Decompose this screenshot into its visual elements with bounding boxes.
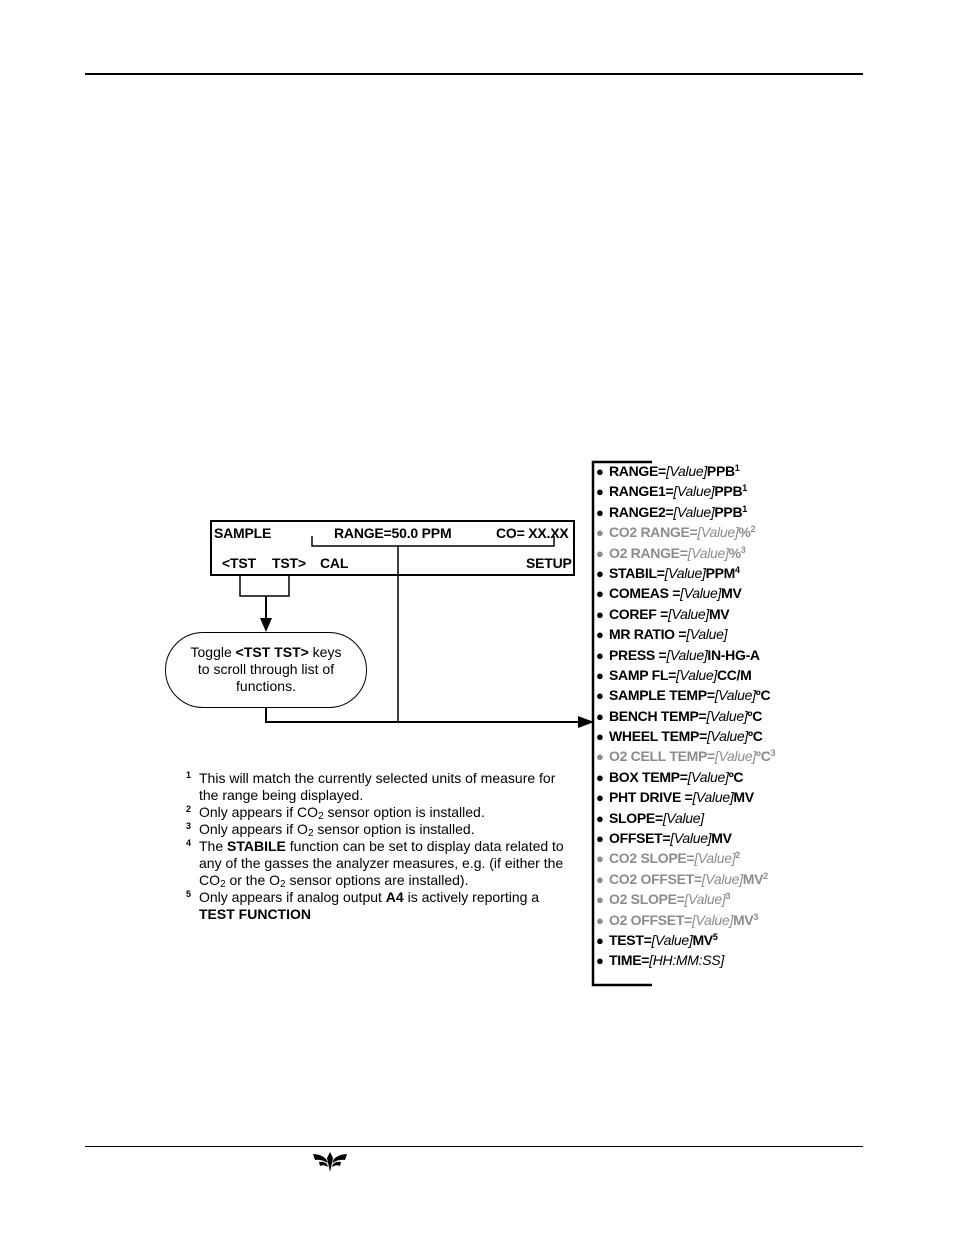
- bullet-icon: ●: [596, 769, 604, 785]
- function-item: [596, 626, 775, 646]
- function-value: [Value]: [684, 891, 726, 908]
- bullet-icon: ●: [596, 545, 604, 561]
- function-label: WHEEL TEMP=: [609, 728, 707, 745]
- function-item: [596, 687, 775, 707]
- concentration-readout: CO= XX.XX: [496, 525, 569, 541]
- test-function-list: [596, 463, 775, 973]
- function-value: [Value]: [651, 931, 693, 948]
- function-unit: PPB: [714, 503, 743, 520]
- function-value: [HH:MM:SS]: [649, 952, 724, 969]
- front-panel-display: [210, 520, 575, 576]
- function-unit: IN-HG-A: [707, 646, 760, 663]
- bullet-icon: ●: [596, 912, 604, 928]
- footnote-3: 3 Only appears if $O_2$ sensor option is installed.: [186, 821, 475, 839]
- function-item: [596, 504, 775, 524]
- function-label: BOX TEMP=: [609, 768, 688, 785]
- function-value: [Value]: [692, 789, 734, 806]
- function-value: [Value]: [675, 666, 717, 683]
- function-value: [Value]: [673, 503, 715, 520]
- function-item: [596, 667, 775, 687]
- function-item: [596, 952, 775, 972]
- function-item: [596, 606, 775, 626]
- bullet-icon: ●: [596, 932, 604, 948]
- setup-button[interactable]: SETUP: [526, 555, 572, 571]
- function-item: [596, 483, 775, 503]
- bullet-icon: ●: [596, 565, 604, 581]
- bullet-icon: ●: [596, 525, 604, 541]
- function-label: RANGE1=: [609, 483, 674, 500]
- function-value: [Value]: [664, 564, 706, 581]
- function-value: [Value]: [687, 768, 729, 785]
- function-item: [596, 565, 775, 585]
- bullet-icon: ●: [596, 667, 604, 683]
- function-label: SLOPE=: [609, 809, 663, 826]
- bullet-icon: ●: [596, 892, 604, 908]
- cal-button[interactable]: CAL: [320, 555, 349, 571]
- function-value: [Value]: [687, 544, 729, 561]
- bullet-icon: ●: [596, 504, 604, 520]
- bullet-icon: ●: [596, 790, 604, 806]
- bullet-icon: ●: [596, 871, 604, 887]
- function-item: [596, 810, 775, 830]
- function-value: [Value]: [706, 728, 748, 745]
- function-label: RANGE=: [609, 463, 666, 479]
- function-unit: MV: [692, 931, 713, 948]
- bullet-icon: ●: [596, 708, 604, 724]
- function-label: MR RATIO =: [609, 626, 687, 643]
- function-label: SAMPLE TEMP=: [609, 687, 715, 704]
- function-footnote-ref: 1: [742, 483, 747, 494]
- function-value: [Value]: [667, 605, 709, 622]
- bullet-icon: ●: [596, 586, 604, 602]
- function-label: PHT DRIVE =: [609, 789, 693, 806]
- footnotes: [186, 770, 576, 923]
- function-item: [596, 891, 775, 911]
- function-item: [596, 789, 775, 809]
- function-unit: MV: [742, 870, 764, 887]
- bullet-icon: ●: [596, 464, 604, 479]
- function-label: RANGE2=: [609, 503, 674, 520]
- footnote-1: 1 This will match the currently selected units of measure for the range being displayed.: [186, 770, 556, 803]
- function-unit: ºC: [755, 687, 771, 704]
- bullet-icon: ●: [596, 749, 604, 765]
- bullet-icon: ●: [596, 606, 604, 622]
- function-item: [596, 850, 775, 870]
- function-label: CO2 RANGE=: [609, 524, 698, 541]
- function-unit: PPB: [714, 483, 743, 500]
- function-unit: PPM: [705, 564, 736, 581]
- function-value: [Value]: [665, 463, 707, 479]
- function-unit: ºC: [747, 707, 763, 724]
- footnote-5: 5 Only appears if analog output A4 is actively reporting a TEST FUNCTION: [186, 889, 540, 922]
- function-item: [596, 912, 775, 932]
- function-value: [Value]: [686, 626, 728, 643]
- function-item: [596, 524, 775, 544]
- bullet-icon: ●: [596, 953, 604, 969]
- function-value: [Value]: [714, 687, 756, 704]
- function-label: O2 CELL TEMP=: [609, 748, 715, 765]
- function-unit: PPB: [706, 463, 735, 479]
- function-value: [Value]: [680, 585, 722, 602]
- function-footnote-ref: 3: [740, 544, 746, 555]
- function-value: [Value]: [706, 707, 748, 724]
- function-footnote-ref: 2: [735, 850, 740, 861]
- function-label: BENCH TEMP=: [609, 707, 707, 724]
- bullet-icon: ●: [596, 688, 604, 704]
- toggle-post: keys: [308, 644, 342, 660]
- function-item: [596, 545, 775, 565]
- function-value: [Value]: [714, 748, 756, 765]
- footnote-4: 4 The STABILE function can be set to display data related to any of the gasses the analyzer measures, e.g. (if either the $CO_2$ or the $O_2$ sensor options are installed).: [186, 838, 564, 890]
- function-label: TIME=: [609, 952, 650, 969]
- function-footnote-ref: 3: [770, 748, 776, 759]
- function-item: [596, 748, 775, 768]
- function-label: OFFSET=: [609, 830, 671, 847]
- function-item: [596, 463, 775, 483]
- function-unit: %: [728, 544, 741, 561]
- function-item: [596, 830, 775, 850]
- function-value: [Value]: [697, 524, 739, 541]
- function-unit: %: [738, 524, 751, 541]
- function-label: CO2 OFFSET=: [609, 870, 702, 887]
- function-value: [Value]: [694, 850, 736, 867]
- bullet-icon: ●: [596, 647, 604, 663]
- function-value: [Value]: [701, 870, 743, 887]
- function-label: CO2 SLOPE=: [609, 850, 695, 867]
- tst-prev-button[interactable]: <TST: [222, 555, 256, 571]
- function-unit: MV: [711, 830, 732, 847]
- function-footnote-ref: 2: [763, 870, 768, 881]
- function-unit: CC/M: [716, 666, 752, 683]
- mode-label: SAMPLE: [214, 525, 272, 541]
- function-item: [596, 728, 775, 748]
- function-value: [Value]: [662, 809, 704, 826]
- bullet-icon: ●: [596, 484, 604, 500]
- function-unit: MV: [732, 911, 754, 928]
- function-unit: MV: [721, 585, 742, 602]
- function-label: SAMP FL=: [609, 666, 676, 683]
- function-label: PRESS =: [609, 646, 667, 663]
- bullet-icon: ●: [596, 729, 604, 745]
- function-unit: MV: [733, 789, 754, 806]
- function-label: COMEAS =: [609, 585, 681, 602]
- function-label: COREF =: [609, 605, 668, 622]
- bullet-icon: ●: [596, 831, 604, 847]
- bullet-icon: ●: [596, 851, 604, 867]
- toggle-pre: Toggle: [190, 644, 236, 660]
- function-unit: ºC: [747, 728, 763, 745]
- function-footnote-ref: 2: [750, 524, 756, 535]
- function-value: [Value]: [666, 646, 708, 663]
- function-item: [596, 647, 775, 667]
- function-label: O2 RANGE=: [609, 544, 688, 561]
- function-item: [596, 708, 775, 728]
- function-value: [Value]: [691, 911, 733, 928]
- function-value: [Value]: [673, 483, 715, 500]
- bullet-icon: ●: [596, 810, 604, 826]
- bullet-icon: ●: [596, 627, 604, 643]
- function-footnote-ref: 4: [735, 564, 740, 575]
- function-footnote-ref: 1: [742, 503, 747, 514]
- function-unit: MV: [708, 605, 730, 622]
- function-footnote-ref: 3: [753, 911, 759, 922]
- range-readout: RANGE=50.0 PPM: [334, 525, 452, 541]
- function-item: [596, 769, 775, 789]
- function-footnote-ref: 5: [712, 931, 718, 942]
- tst-next-button[interactable]: TST>: [272, 555, 306, 571]
- function-item: [596, 871, 775, 891]
- footnote-2: 2 Only appears if $CO_2$ sensor option is installed.: [186, 804, 485, 822]
- function-item: [596, 932, 775, 952]
- toggle-instruction-bubble: [165, 632, 367, 708]
- function-label: TEST=: [609, 931, 652, 948]
- toggle-line3: functions.: [236, 678, 296, 694]
- toggle-keys: <TST TST>: [235, 644, 309, 660]
- function-unit: ºC: [755, 748, 771, 765]
- function-label: O2 OFFSET=: [609, 911, 692, 928]
- function-unit: ºC: [728, 768, 744, 785]
- function-item: [596, 585, 775, 605]
- toggle-line2: to scroll through list of: [197, 661, 335, 677]
- function-footnote-ref: 1: [734, 463, 740, 473]
- function-value: [Value]: [670, 830, 712, 847]
- function-label: O2 SLOPE=: [609, 891, 685, 908]
- function-footnote-ref: 3: [725, 891, 731, 902]
- function-label: STABIL=: [609, 564, 665, 581]
